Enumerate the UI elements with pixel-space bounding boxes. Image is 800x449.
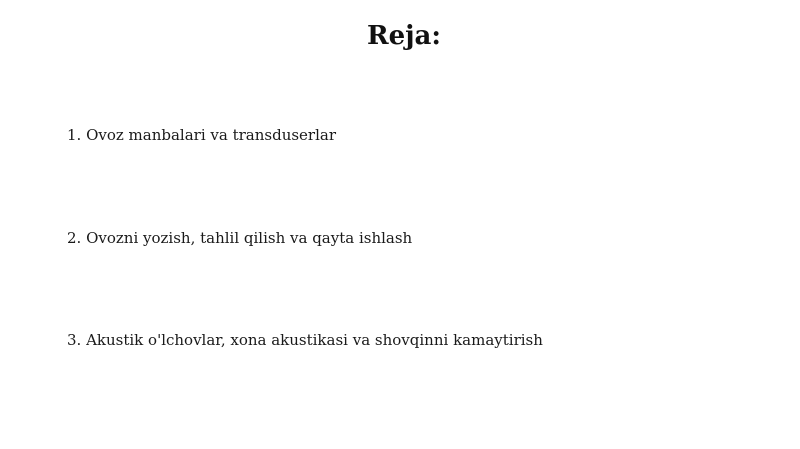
- plan-item-1: 1. Ovoz manbalari va transduserlar: [67, 126, 337, 144]
- slide-title: Reja:: [366, 21, 441, 51]
- plan-item-3: 3. Akustik o'lchovlar, xona akustikasi va shovqinni kamaytirish: [67, 331, 543, 349]
- plan-item-2: 2. Ovozni yozish, tahlil qilish va qayta ishlash: [67, 229, 413, 247]
